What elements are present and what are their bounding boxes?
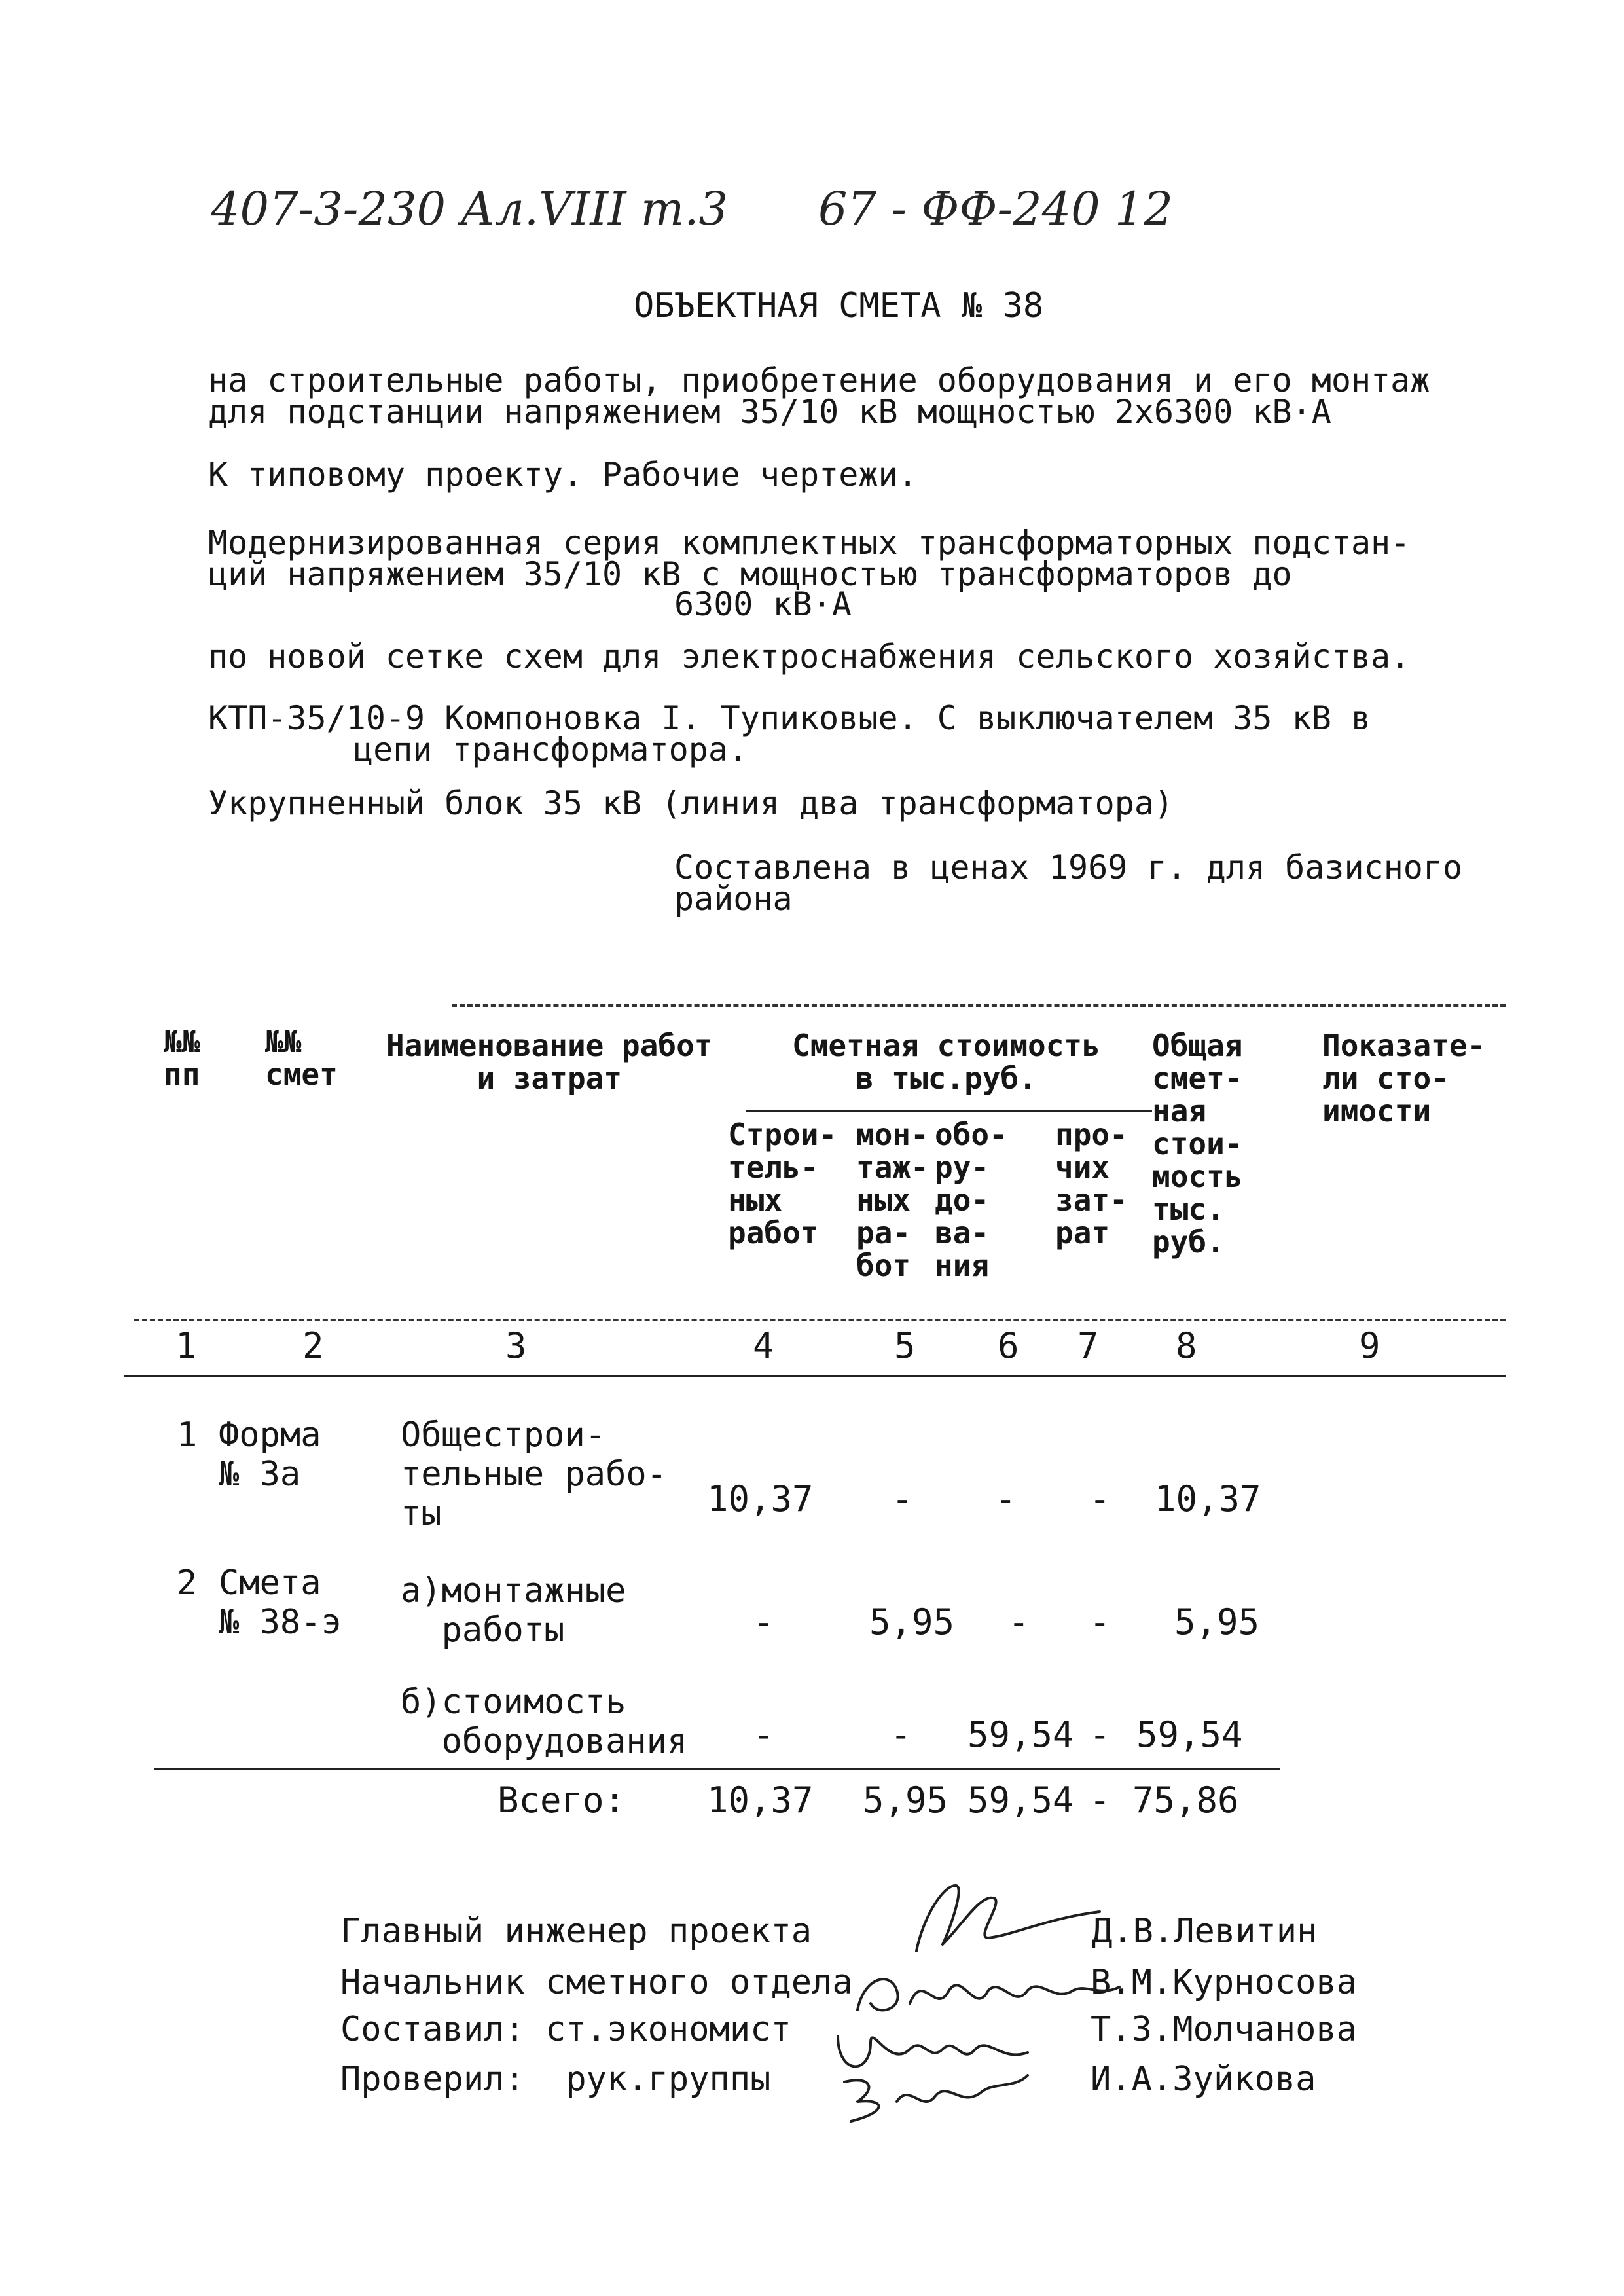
header-bottom-rule [134, 1319, 1506, 1321]
header-col-build: Строи- тель- ных работ [728, 1117, 837, 1250]
signature-name-1: Д.В.Левитин [1092, 1912, 1318, 1951]
row-3-build: - [753, 1714, 774, 1755]
row-2-mount: 5,95 [869, 1601, 955, 1643]
series-line-2: ций напряжением 35/10 кВ с мощностью трансформаторов до [208, 555, 1292, 593]
signature-name-3: Т.З.Молчанова [1091, 2010, 1357, 2049]
series-line-3: 6300 кВ·А [674, 585, 852, 623]
header-col-indicators: Показате- ли сто- имости [1322, 1028, 1486, 1129]
header-col-name: Наименование работ и затрат [386, 1028, 713, 1096]
column-number-1: 1 [175, 1325, 197, 1366]
row-2-total: 5,95 [1174, 1601, 1260, 1643]
column-number-8: 8 [1176, 1325, 1197, 1366]
header-col-smeta: №№ смет [265, 1024, 338, 1092]
ktp-line-1: КТП-35/10-9 Компоновка I. Тупиковые. С выключателем 35 кВ в [208, 699, 1371, 737]
signature-role-2: Начальник сметного отдела [340, 1963, 853, 2002]
row-3-equip: 59,54 [967, 1714, 1074, 1755]
column-numbers-rule [124, 1375, 1506, 1377]
total-label: Всего: [497, 1779, 626, 1821]
column-number-5: 5 [894, 1325, 916, 1366]
column-number-3: 3 [505, 1325, 527, 1366]
grid-line: по новой сетке схем для электроснабжения сельского хозяйства. [208, 638, 1411, 676]
project-line: К типовому проекту. Рабочие чертежи. [208, 456, 918, 494]
row-3-mount: - [890, 1714, 912, 1755]
row-1-equip: - [995, 1478, 1017, 1520]
header-col-mount: мон- таж- ных ра- бот [856, 1117, 929, 1283]
row-1-pp: 1 [177, 1415, 198, 1455]
signature-name-4: И.А.Зуйкова [1091, 2060, 1316, 2099]
prices-line-1: Составлена в ценах 1969 г. для базисного [674, 848, 1463, 886]
header-group-underline [746, 1110, 1152, 1112]
row-1-total: 10,37 [1155, 1478, 1261, 1520]
document-code-right: 67 - ФФ-240 12 [818, 182, 1174, 236]
header-col-pp: №№ пп [164, 1024, 200, 1092]
block-line: Укрупненный блок 35 кВ (линия два трансформатора) [208, 784, 1174, 822]
header-col-other: про- чих зат- рат [1055, 1117, 1128, 1250]
total-sum: 75,86 [1132, 1779, 1239, 1821]
column-number-6: 6 [998, 1325, 1019, 1366]
document-code-left: 407-3-230 Ал.VIII т.3 [211, 182, 729, 236]
row-2-other: - [1089, 1601, 1111, 1643]
signature-role-3: Составил: ст.экономист [340, 2010, 791, 2049]
header-group-cost: Сметная стоимость в тыс.руб. [792, 1028, 1100, 1096]
row-1-build: 10,37 [707, 1478, 814, 1520]
row-3-total: 59,54 [1136, 1714, 1243, 1755]
signature-scribble-1 [903, 1872, 1113, 1964]
prices-line-2: района [674, 880, 793, 918]
column-number-9: 9 [1359, 1325, 1380, 1366]
column-number-4: 4 [753, 1325, 774, 1366]
document-title: ОБЪЕКТНАЯ СМЕТА № 38 [634, 286, 1044, 325]
header-col-total: Общая смет- ная стои- мость тыс. руб. [1152, 1028, 1243, 1260]
series-line-1: Модернизированная серия комплектных трансформаторных подстан- [208, 524, 1411, 562]
row-2-equip: - [1008, 1601, 1030, 1643]
header-col-equip: обо- ру- до- ва- ния [935, 1117, 1007, 1283]
total-build: 10,37 [707, 1779, 814, 1821]
signature-role-1: Главный инженер проекта [340, 1912, 812, 1951]
intro-line-1: на строительные работы, приобретение оборудования и его монтаж [208, 361, 1430, 399]
row-3-other: - [1089, 1714, 1111, 1755]
row-1-smeta: Форма № 3а [219, 1415, 321, 1494]
row-1-name: Общестрои- тельные рабо- ты [401, 1415, 667, 1533]
total-equip: 59,54 [967, 1779, 1074, 1821]
row-2-name: а)монтажные работы [401, 1571, 626, 1650]
row-1-mount: - [892, 1478, 913, 1520]
signature-scribble-4 [831, 2062, 1047, 2128]
row-2-pp: 2 [177, 1563, 198, 1603]
total-mount: 5,95 [863, 1779, 948, 1821]
row-1-other: - [1089, 1478, 1111, 1520]
column-number-2: 2 [302, 1325, 324, 1366]
column-number-7: 7 [1077, 1325, 1099, 1366]
totals-rule [154, 1768, 1280, 1770]
row-2-smeta: Смета № 38-э [219, 1563, 342, 1642]
signature-role-4: Проверил: рук.группы [340, 2060, 771, 2099]
ktp-line-2: цепи трансформатора. [353, 731, 748, 769]
signature-name-2: В.М.Курносова [1091, 1963, 1357, 2002]
intro-line-2: для подстанции напряжением 35/10 кВ мощностью 2х6300 кВ·А [208, 393, 1331, 431]
row-2-build: - [753, 1601, 774, 1643]
row-3-name: б)стоимость оборудования [401, 1683, 688, 1761]
table-top-rule [452, 1004, 1506, 1007]
total-other: - [1089, 1779, 1111, 1821]
